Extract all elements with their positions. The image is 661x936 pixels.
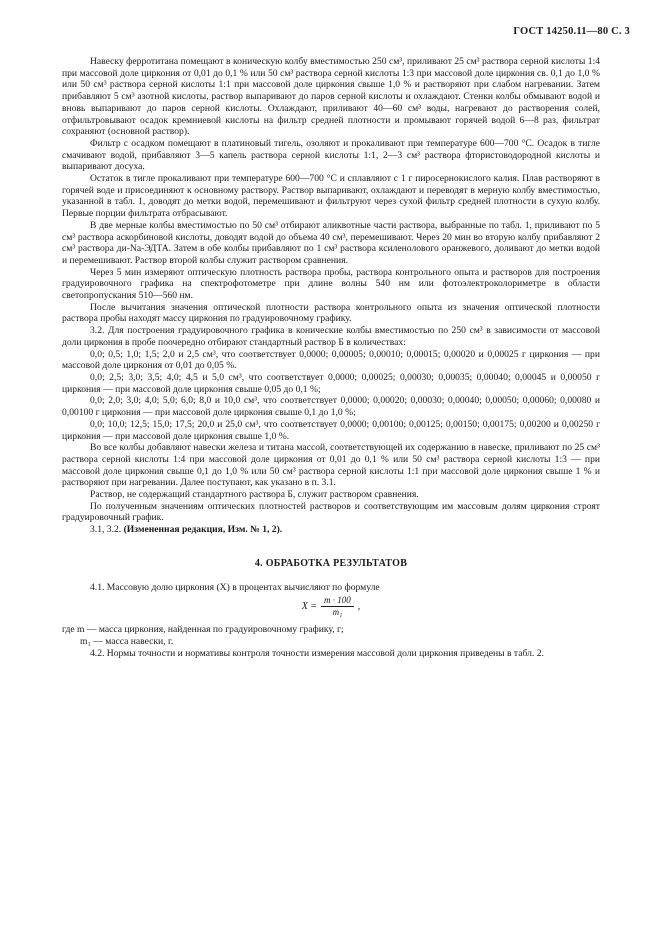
paragraph: Раствор, не содержащий стандартного раствора Б, служит раствором сравнения. [90, 489, 419, 501]
paragraph: 0,0; 0,5; 1,0; 1,5; 2,0 и 2,5 см³, что соответствует 0,0000; 0,00005; 0,00010; 0,00015; 0,00020 и 0,00025 г циркония — при массовой доле циркония от 0,01 до 0,05 %. [62, 348, 600, 372]
revision-note [62, 524, 600, 536]
revision-prefix: 3.1, 3.2. [90, 524, 124, 536]
definition-m: где m — масса циркония, найденная по градуировочному графику, г; [62, 624, 344, 636]
paragraph-4-2: 4.2. Нормы точности и нормативы контроля точности измерения массовой доли циркония приведены в табл. 2. [90, 647, 544, 659]
revision-bold: (Измененная редакция, Изм. № 1, 2). [123, 524, 283, 536]
paragraph: Навеску ферротитана помещают в коническую колбу вместимостью 250 см³, приливают 25 см³ раствора серной кислоты 1:4 при массовой доле циркония от 0,01 до 0,1 % или 50 см³ раствора серной кислоты 1:3 при массовой доле циркония св. 0,1 до 1,0 % или 50 см³ раствора серной кислоты 1:1 при массовой доле циркония свыше 1,0 % и растворяют при слабом нагревании. Затем прибавляют 5 см³ азотной кислоты, раствор выпаривают до паров серной кислоты и охлаждают. Стенки колбы обмывают водой и вновь выпаривают до паров серной кислоты. Охлаждают, приливают 40—60 см³ воды, нагревают до растворения солей, отфильтровывают осадок кремниевой кислоты на фильтр средней плотности и промывают горячей водой 6—8 раз, фильтрат сохраняют (основной раствор). [62, 56, 600, 138]
formula-fraction [321, 595, 354, 618]
paragraph: Остаток в тигле прокаливают при температуре 600—700 °С и сплавляют с 1 г пиросернокислого калия. Плав растворяют в горячей воде и присоединяют к основному раствору. Раствор выпаривают, охлаждают и переводят в мерную колбу вместимостью, указанной в табл. 1, доводят до метки водой, перемешивают и фильтруют через сухой фильтр средней плотности в сухую колбу. Первые порции фильтрата отбрасывают. [62, 173, 600, 220]
paragraph: 0,0; 2,5; 3,0; 3,5; 4,0; 4,5 и 5,0 см³, что соответствует 0,0000; 0,00025; 0,00030; 0,00035; 0,00040; 0,00045 и 0,00050 г циркония — при массовой доле циркония свыше 0,05 до 0,1 %; [62, 371, 600, 395]
formula [62, 595, 600, 618]
document-body [62, 56, 600, 659]
paragraph: Фильтр с осадком помещают в платиновый тигель, озоляют и прокаливают при температуре 600—700 °С. Осадок в тигле смачивают водой, прибавляют 3—5 капель раствора серной кислоты 1:1, 2—3 см³ раствора фтористоводородной кислоты и выпаривают досуха. [62, 137, 600, 173]
paragraph: По полученным значениям оптических плотностей растворов и соответствующим им массовым долям циркония строят градуировочный график. [62, 500, 600, 524]
paragraph: После вычитания значения оптической плотности раствора контрольного опыта из значения оптической плотности раствора пробы находят массу циркония по градуировочному графику. [62, 301, 600, 325]
definitions [62, 624, 600, 647]
formula-tail: , [357, 600, 361, 612]
section-title: 4. ОБРАБОТКА РЕЗУЛЬТАТОВ [254, 557, 408, 569]
formula-numerator: m · 100 [321, 595, 354, 607]
formula-denominator: m₁ [332, 607, 343, 618]
page-header: ГОСТ 14250.11—80 С. 3 [513, 26, 630, 37]
paragraph: Через 5 мин измеряют оптическую плотность раствора пробы, раствора контрольного опыта и растворов для построения градуировочного графика на спектрофотометре при длине волны 540 нм или фотоэлектроколориметре в области светопропускания 510—560 нм. [62, 266, 600, 302]
definition-m1: m₁ — масса навески, г. [80, 635, 174, 647]
paragraph: 0,0; 10,0; 12,5; 15,0; 17,5; 20,0 и 25,0 см³, что соответствует 0,0000; 0,00100; 0,00125; 0,00150; 0,00175; 0,00200 и 0,00250 г циркония — при массовой доле циркония свыше 1,0 %. [62, 418, 600, 442]
paragraph: 0,0; 2,0; 3,0; 4,0; 5,0; 6,0; 8,0 и 10,0 см³, что соответствует 0,0000; 0,00020; 0,00030; 0,00040; 0,00050; 0,00060; 0,00080 и 0,00100 г циркония — при массовой доле циркония свыше 0,1 до 1,0 %; [62, 395, 600, 419]
paragraph: Во все колбы добавляют навески железа и титана массой, соответствующей их содержанию в навеске, приливают по 25 см³ раствора серной кислоты 1:4 при массовой доле циркония от 0,01 до 0,1 % или 50 см³ раствора серной кислоты 1:3 — при массовой доле циркония свыше 0,1 до 1,0 % или 50 см³ раствора серной кислоты 1:1 при массовой доле циркония свыше 1 % и растворяют при нагревании. Далее поступают, как указано в п. 3.1. [62, 442, 600, 489]
paragraph: 3.2. Для построения градуировочного графика в конические колбы вместимостью по 250 см³ в зависимости от массовой доли циркония в пробе поочередно отбирают стандартный раствор Б в количествах: [62, 325, 600, 348]
paragraph: В две мерные колбы вместимостью по 50 см³ отбирают аликвотные части раствора, выбранные по табл. 1, приливают по 5 см³ раствора аскорбиновой кислоты, доводят водой до объема 40 см³, перемешивают. Через 20 мин во вторую колбу прибавляют 2 см³ раствора ди-Na-ЭДТА. Затем в обе колбы прибавляют по 1 см³ раствора ксиленолового оранжевого, доливают до метки водой и перемешивают. Раствор второй колбы служит раствором сравнения. [62, 219, 600, 266]
formula-lhs: X = [301, 600, 318, 612]
paragraph-4-1: 4.1. Массовую долю циркония (X) в процентах вычисляют по формуле [90, 581, 380, 593]
